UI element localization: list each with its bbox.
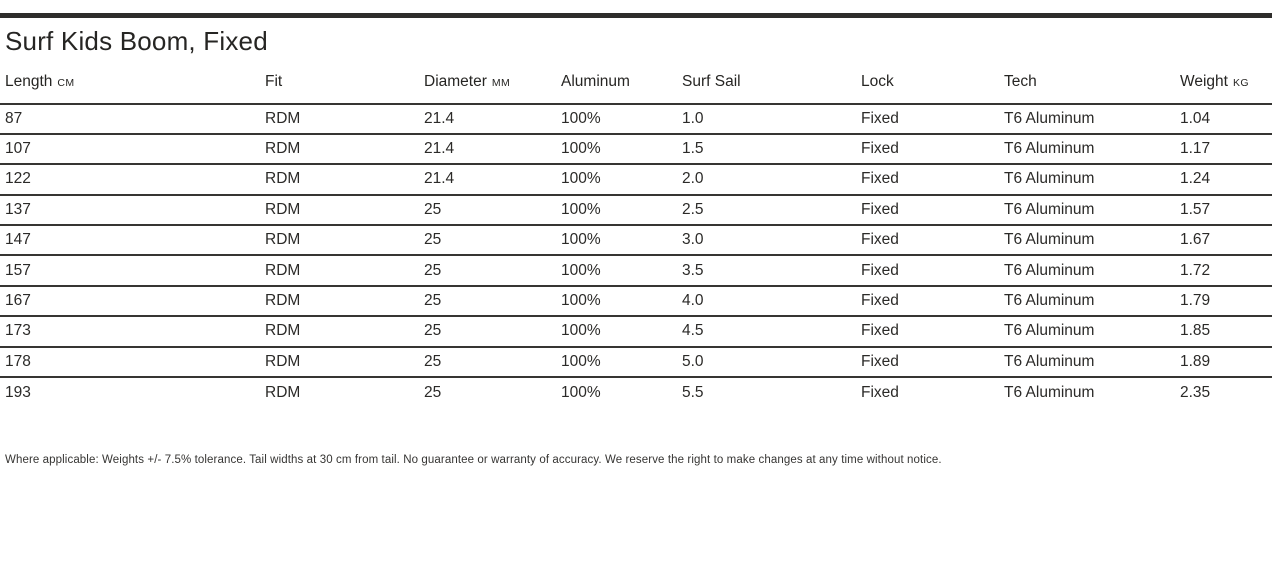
table-body xyxy=(0,104,1272,408)
column-header-weight xyxy=(1180,58,1272,104)
column-header-tech xyxy=(1004,58,1180,104)
column-unit-label: MM xyxy=(491,76,511,89)
table-cell: 100% xyxy=(561,377,682,407)
column-header-label: Surf Sail xyxy=(682,72,741,90)
table-cell: 25 xyxy=(424,347,561,377)
table-cell: Fixed xyxy=(861,377,1004,407)
page-title: Surf Kids Boom, Fixed xyxy=(5,26,268,56)
table-cell: Fixed xyxy=(861,255,1004,285)
table-cell: 1.79 xyxy=(1180,286,1272,316)
table-cell: 3.5 xyxy=(682,255,861,285)
column-header-diameter xyxy=(424,58,561,104)
table-cell: 3.0 xyxy=(682,225,861,255)
table-cell: 157 xyxy=(0,255,265,285)
table-cell: 1.57 xyxy=(1180,195,1272,225)
table-row xyxy=(0,164,1272,194)
table-cell: RDM xyxy=(265,225,424,255)
table-cell: 1.0 xyxy=(682,109,704,127)
table-cell: 147 xyxy=(0,225,265,255)
table-cell: 100% xyxy=(561,286,682,316)
table-cell: 178 xyxy=(0,347,265,377)
table-cell: 4.5 xyxy=(682,316,861,346)
table-cell: 1.17 xyxy=(1180,134,1272,164)
column-header-label: Aluminum xyxy=(561,72,630,90)
table-cell: 122 xyxy=(0,164,265,194)
table-row xyxy=(0,377,1272,407)
table-cell: T6 Aluminum xyxy=(1004,286,1180,316)
table-cell: T6 Aluminum xyxy=(1004,164,1180,194)
table-cell: 1.24 xyxy=(1180,164,1272,194)
table-cell: 1.04 xyxy=(1180,109,1211,127)
table-cell: 2.35 xyxy=(1180,377,1272,407)
table-cell: 25 xyxy=(424,377,561,407)
table-cell: T6 Aluminum xyxy=(1004,347,1180,377)
table-cell: 21.4 xyxy=(424,164,561,194)
table-cell: RDM xyxy=(265,286,424,316)
table-cell: 1.89 xyxy=(1180,347,1272,377)
column-header-label: Lock xyxy=(861,72,894,90)
table-cell: RDM xyxy=(265,316,424,346)
table-row xyxy=(0,225,1272,255)
column-header-label: Diameter xyxy=(424,72,487,90)
table-cell: T6 Aluminum xyxy=(1004,109,1095,127)
column-header-fit xyxy=(265,58,424,104)
table-row xyxy=(0,104,1272,134)
table-cell: Fixed xyxy=(861,286,1004,316)
table-row xyxy=(0,134,1272,164)
table-cell: 4.0 xyxy=(682,286,861,316)
header-row xyxy=(0,58,1272,104)
table-cell: 25 xyxy=(424,286,561,316)
table-cell: 87 xyxy=(5,109,23,127)
spec-table xyxy=(0,58,1272,408)
table-cell: RDM xyxy=(265,109,301,127)
table-cell: 100% xyxy=(561,225,682,255)
table-cell: 25 xyxy=(424,195,561,225)
table-cell: 100% xyxy=(561,195,682,225)
table-cell: T6 Aluminum xyxy=(1004,377,1180,407)
table-cell: T6 Aluminum xyxy=(1004,134,1180,164)
table-cell: 1.85 xyxy=(1180,316,1272,346)
column-header-label: Weight xyxy=(1180,72,1228,90)
table-cell: Fixed xyxy=(861,225,1004,255)
table-cell: 21.4 xyxy=(424,134,561,164)
table-row xyxy=(0,195,1272,225)
table-cell: 100% xyxy=(561,255,682,285)
column-header-label: Length xyxy=(5,72,53,90)
top-rule xyxy=(0,13,1272,18)
table-cell: Fixed xyxy=(861,134,1004,164)
table-cell: 25 xyxy=(424,316,561,346)
column-header-surf-sail xyxy=(682,58,861,104)
table-cell: 137 xyxy=(0,195,265,225)
table-row xyxy=(0,255,1272,285)
table-cell: 107 xyxy=(0,134,265,164)
column-unit-label: KG xyxy=(1232,76,1249,89)
table-cell: 2.5 xyxy=(682,195,861,225)
table-cell: T6 Aluminum xyxy=(1004,195,1180,225)
table-cell: 1.67 xyxy=(1180,225,1272,255)
table-cell: RDM xyxy=(265,164,424,194)
table-cell: 100% xyxy=(561,164,682,194)
column-header-aluminum xyxy=(561,58,682,104)
table-cell: RDM xyxy=(265,347,424,377)
table-cell: T6 Aluminum xyxy=(1004,316,1180,346)
table-cell: 25 xyxy=(424,255,561,285)
table-row xyxy=(0,286,1272,316)
footnote: Where applicable: Weights +/- 7.5% tolerance. Tail widths at 30 cm from tail. No guarantee or warranty of accuracy. We reserve the right to make changes at any time without notice. xyxy=(5,454,942,467)
table-cell: RDM xyxy=(265,195,424,225)
column-unit-label: CM xyxy=(57,76,75,89)
table-cell: 100% xyxy=(561,316,682,346)
table-cell: 25 xyxy=(424,225,561,255)
table-cell: 100% xyxy=(561,347,682,377)
table-cell: 1.5 xyxy=(682,134,861,164)
table-cell: RDM xyxy=(265,255,424,285)
table-header xyxy=(0,58,1272,104)
table-cell: 167 xyxy=(0,286,265,316)
table-cell: T6 Aluminum xyxy=(1004,225,1180,255)
table-cell: Fixed xyxy=(861,164,1004,194)
column-header-lock xyxy=(861,58,1004,104)
table-cell: 5.5 xyxy=(682,377,861,407)
table-cell: Fixed xyxy=(861,109,899,127)
table-cell: 1.72 xyxy=(1180,255,1272,285)
table-cell: 100% xyxy=(561,109,601,127)
table-cell: Fixed xyxy=(861,347,1004,377)
table-cell: RDM xyxy=(265,377,424,407)
table-cell: 5.0 xyxy=(682,347,861,377)
column-header-label: Tech xyxy=(1004,72,1037,90)
table-cell: 193 xyxy=(0,377,265,407)
spec-sheet-page xyxy=(0,13,1272,566)
table-cell: Fixed xyxy=(861,316,1004,346)
column-header-length xyxy=(0,58,265,104)
table-cell: RDM xyxy=(265,134,424,164)
table-cell: 2.0 xyxy=(682,164,861,194)
column-header-label: Fit xyxy=(265,72,283,90)
table-row xyxy=(0,316,1272,346)
table-cell: T6 Aluminum xyxy=(1004,255,1180,285)
table-cell: 100% xyxy=(561,134,682,164)
table-row xyxy=(0,347,1272,377)
table-cell: Fixed xyxy=(861,195,1004,225)
table-cell: 21.4 xyxy=(424,109,455,127)
table-cell: 173 xyxy=(0,316,265,346)
